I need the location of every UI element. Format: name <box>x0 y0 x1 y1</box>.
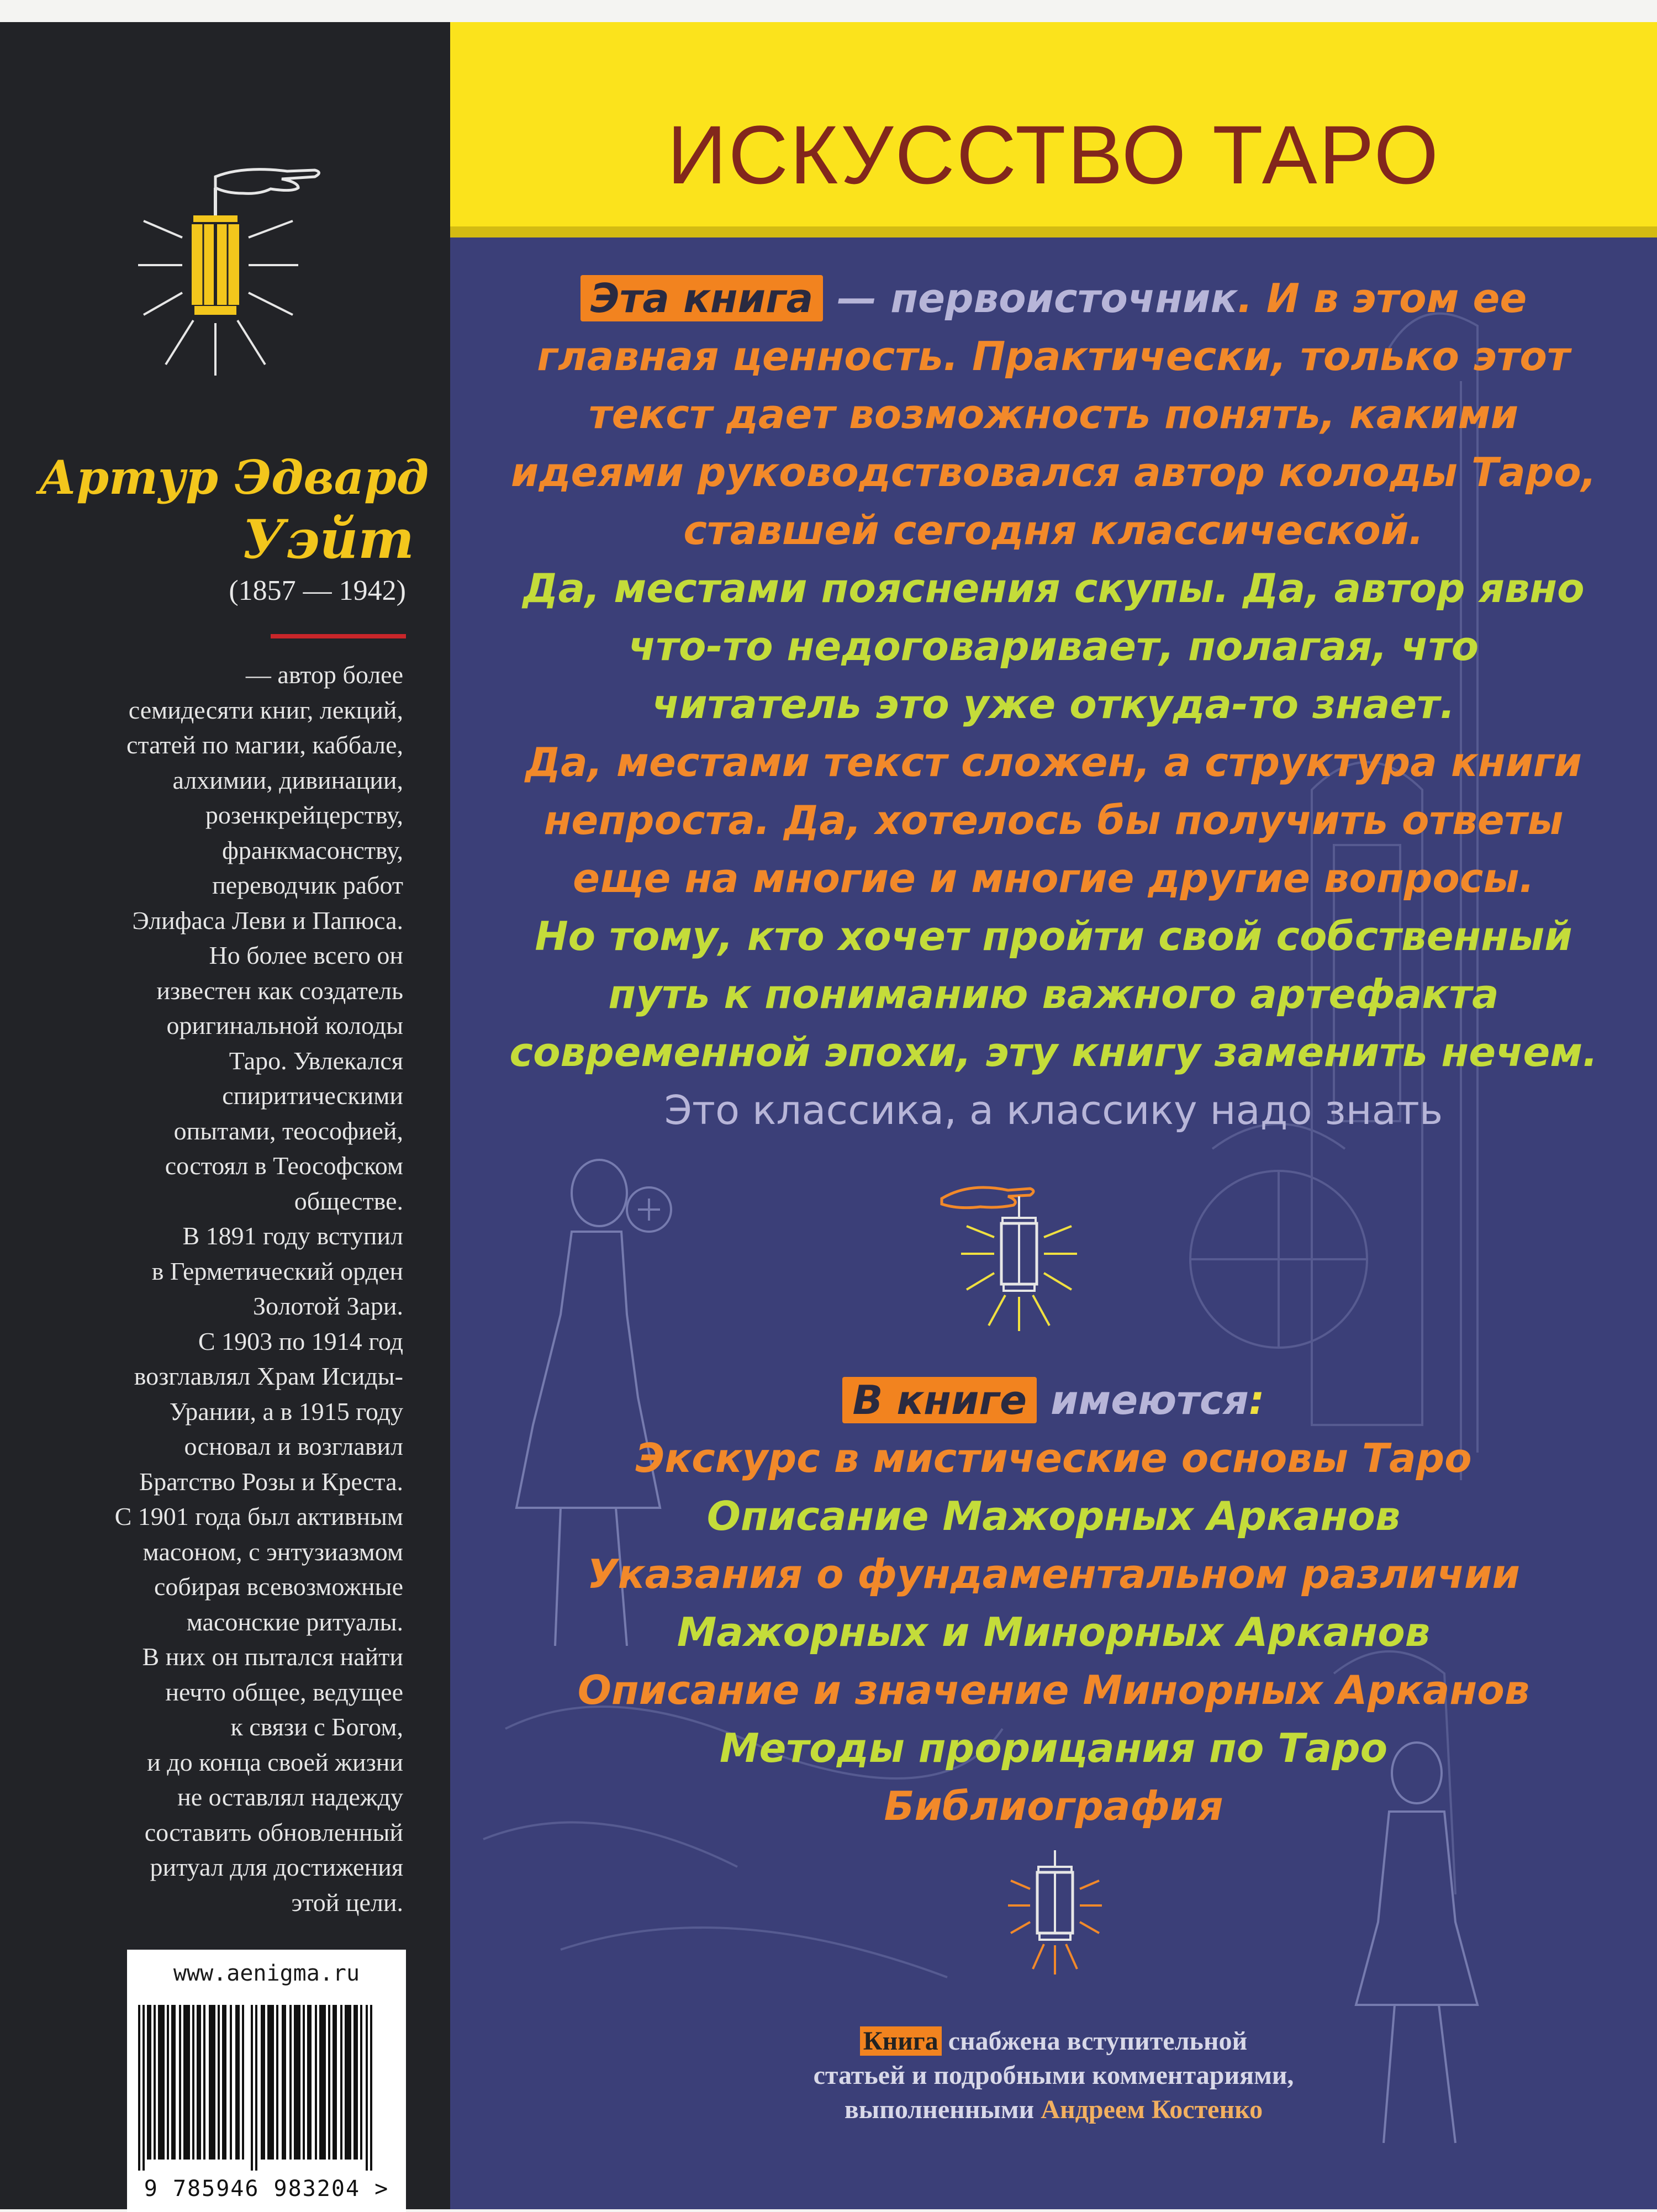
intro-highlight: Эта книга <box>581 275 824 321</box>
isbn-number: 9 785946 983204 > <box>144 2176 389 2202</box>
footnote-highlight: Книга <box>860 2026 942 2056</box>
bio-line: статей по магии, каббале, <box>126 731 403 759</box>
intro-line: что-то недоговаривает, полагая, что <box>628 623 1479 669</box>
barcode-panel <box>127 1950 406 2212</box>
footnote-line-3 <box>450 2093 1657 2127</box>
bio-line: и до конца своей жизни <box>147 1748 403 1776</box>
intro-closing-line: Это классика, а классику надо знать <box>664 1087 1443 1133</box>
bio-line: спиритическими <box>222 1081 403 1110</box>
lantern-hand-emblem <box>936 1176 1102 1342</box>
contents-item: Библиография <box>884 1783 1223 1829</box>
bio-line: возглавлял Храм Исиды- <box>134 1362 403 1390</box>
bio-line: не оставлял надежду <box>177 1783 403 1811</box>
contents-heading <box>450 1378 1657 1422</box>
contents-item: Описание Мажорных Арканов <box>706 1493 1401 1539</box>
bio-line: С 1903 по 1914 год <box>198 1327 403 1355</box>
book-title: ИСКУССТВО ТАРО <box>667 108 1440 201</box>
bio-line: переводчик работ <box>212 871 403 899</box>
bio-line: Таро. Увлекался <box>229 1046 403 1075</box>
bio-line: к связи с Богом, <box>230 1713 403 1741</box>
bio-line: Братство Розы и Креста. <box>139 1467 403 1496</box>
contents-item: Методы прорицания по Таро <box>719 1725 1388 1771</box>
intro-line: Да, местами текст сложен, а структура книги <box>525 739 1582 785</box>
bio-line: этой цели. <box>291 1888 403 1917</box>
bio-line: опытами, теософией, <box>173 1116 403 1145</box>
intro-line: ставшей сегодня классической. <box>683 507 1424 553</box>
bio-line: собирая всевозможные <box>154 1572 403 1601</box>
footnote-line-1-rest: снабжена вступительной <box>941 2026 1248 2056</box>
title-band <box>450 22 1657 237</box>
intro-line: читатель это уже откуда-то знает. <box>652 681 1455 727</box>
contents-highlight: В книге <box>842 1377 1036 1423</box>
contents-item: Мажорных и Минорных Арканов <box>677 1609 1431 1655</box>
bio-line: Урании, а в 1915 году <box>169 1397 403 1426</box>
back-cover-left-panel <box>0 22 450 2209</box>
footnote-line-2: статьей и подробными комментариями, <box>813 2061 1294 2090</box>
intro-line: идеями руководствовался автор колоды Таро, <box>510 449 1597 495</box>
bio-line: С 1901 года был активным <box>114 1502 403 1530</box>
bio-line: розенкрейцерству, <box>205 801 403 829</box>
contents-item: Указания о фундаментальном различии <box>587 1551 1520 1597</box>
footnote-line-1 <box>450 2024 1657 2058</box>
lantern-hand-emblem <box>133 155 342 409</box>
bio-line: Золотой Зари. <box>253 1292 403 1320</box>
bio-line: Элифаса Леви и Папюса. <box>132 906 403 935</box>
publisher-website: www.aenigma.ru <box>173 1961 360 1986</box>
back-cover-right-panel <box>450 22 1657 2209</box>
intro-line: современной эпохи, эту книгу заменить нечем. <box>509 1029 1598 1075</box>
intro-line: непроста. Да, хотелось бы получить ответы <box>543 797 1564 843</box>
bio-line: оригинальной колоды <box>166 1011 403 1039</box>
divider-line <box>271 634 406 638</box>
bio-line: — автор более <box>245 661 403 689</box>
intro-line: текст дает возможность понять, какими <box>588 391 1519 437</box>
barcode <box>138 2005 381 2171</box>
bio-line: известен как создатель <box>156 976 403 1005</box>
footnote-line-3-prefix: выполненными <box>844 2095 1041 2124</box>
contents-colon: : <box>1248 1377 1265 1423</box>
contents-item: Экскурс в мистические основы Таро <box>635 1435 1472 1481</box>
bio-line: основал и возглавил <box>184 1432 403 1460</box>
intro-line-1 <box>450 276 1657 320</box>
contents-suffix: имеются <box>1036 1377 1249 1423</box>
bio-line: нечто общее, ведущее <box>165 1677 403 1706</box>
author-biography <box>44 657 403 1920</box>
bio-line: В них он пытался найти <box>142 1643 403 1671</box>
intro-dash-part: — первоисточник <box>823 275 1238 321</box>
intro-line: путь к пониманию важного артефакта <box>608 971 1499 1017</box>
bio-line: состоял в Теософском <box>165 1152 403 1180</box>
bio-line: В 1891 году вступил <box>182 1222 403 1250</box>
title-band-shadow <box>450 226 1657 237</box>
author-surname: Уэйт <box>242 508 414 571</box>
bio-line: в Герметический орден <box>151 1257 403 1285</box>
bio-line: франкмасонству, <box>222 836 403 864</box>
bio-line: масоном, с энтузиазмом <box>143 1537 403 1566</box>
footnote-annotator-name: Андреем Костенко <box>1041 2095 1263 2124</box>
intro-line: главная ценность. Практически, только этот <box>537 333 1570 379</box>
description-text <box>450 237 1657 2209</box>
bio-line: семидесяти книг, лекций, <box>128 695 403 724</box>
bio-line: алхимии, дивинации, <box>172 766 403 794</box>
intro-line: Но тому, кто хочет пройти свой собственный <box>535 913 1572 959</box>
intro-line: Да, местами пояснения скупы. Да, автор явно <box>523 565 1585 611</box>
bio-line: Но более всего он <box>209 941 403 969</box>
author-years: (1857 — 1942) <box>229 575 406 606</box>
contents-item: Описание и значение Минорных Арканов <box>577 1667 1530 1713</box>
bio-line: ритуал для достижения <box>150 1853 403 1881</box>
bio-line: масонские ритуалы. <box>186 1607 403 1636</box>
lantern-emblem <box>1008 1850 1102 1977</box>
intro-line-1-rest: . И в этом ее <box>1237 275 1527 321</box>
bio-line: обществе. <box>294 1186 403 1215</box>
intro-line: еще на многие и многие другие вопросы. <box>573 855 1534 901</box>
author-first-names: Артур Эдвард <box>39 450 429 505</box>
bio-line: составить обновленный <box>144 1818 403 1846</box>
